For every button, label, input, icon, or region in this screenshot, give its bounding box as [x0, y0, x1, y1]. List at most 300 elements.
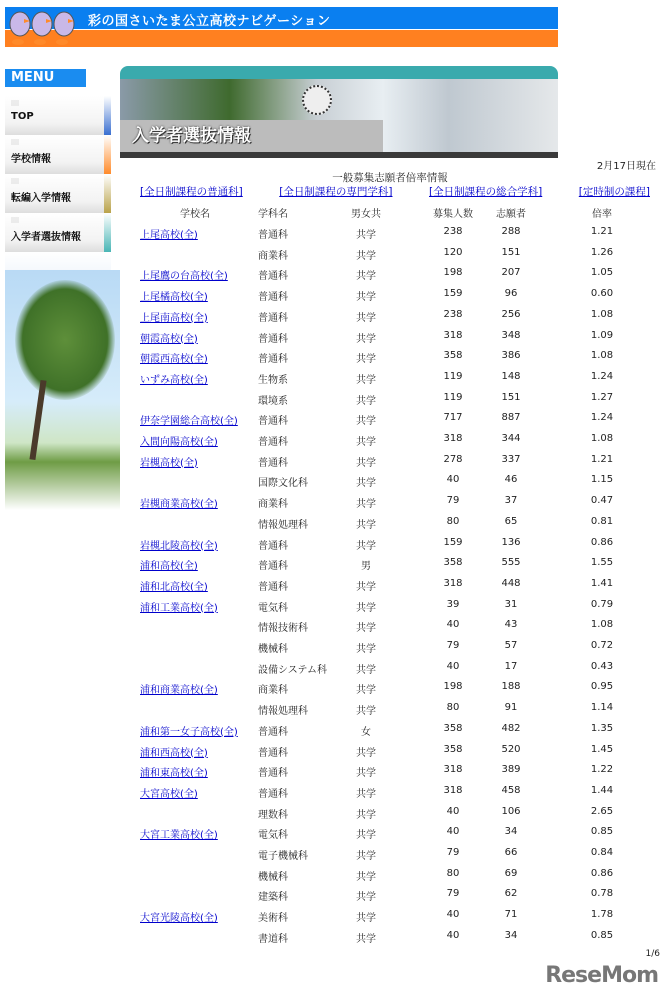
cell-applicants: 520 — [501, 743, 521, 755]
cell-department: 商業科 — [258, 250, 288, 262]
table-row — [140, 744, 640, 765]
dots-icon — [11, 139, 19, 145]
cell-school — [140, 681, 218, 696]
link-parttime[interactable]: [定時制の課程] — [578, 186, 650, 198]
table-row — [140, 681, 640, 702]
school-link[interactable]: 岩槻高校(全) — [140, 457, 198, 469]
cell-gender: 共学 — [356, 519, 376, 531]
col-gender: 男女共 — [351, 209, 381, 220]
page-number: 1/6 — [645, 949, 660, 959]
cell-applicants: 207 — [501, 267, 521, 279]
cell-ratio: 0.47 — [590, 495, 614, 507]
cell-applicants: 46 — [504, 474, 518, 486]
table-row — [140, 412, 640, 433]
cell-quota: 318 — [443, 329, 463, 341]
cell-department: 普通科 — [258, 437, 288, 448]
cell-gender: 共学 — [356, 250, 376, 262]
cell-ratio: 2.65 — [590, 805, 614, 817]
cell-quota: 40 — [446, 474, 460, 486]
table-row — [140, 495, 640, 516]
cell-applicants: 34 — [504, 826, 518, 838]
cell-ratio: 0.60 — [590, 288, 614, 300]
table-row — [140, 371, 640, 392]
cell-ratio: 0.95 — [590, 681, 614, 693]
col-applicants: 志願者 — [496, 209, 526, 220]
as-of-date: 2月17日現在 — [596, 161, 656, 172]
cell-quota: 120 — [443, 246, 463, 258]
cell-department: 普通科 — [258, 416, 288, 428]
col-department: 学科名 — [258, 209, 288, 220]
cell-school — [140, 454, 198, 469]
cell-department: 商業科 — [258, 685, 288, 697]
cell-applicants: 288 — [501, 226, 521, 237]
table-row — [140, 350, 640, 371]
cell-gender: 共学 — [356, 788, 376, 800]
cell-quota: 40 — [446, 660, 460, 672]
cell-department: 普通科 — [258, 333, 288, 345]
cell-gender: 共学 — [356, 933, 376, 945]
cell-department: 建築科 — [258, 892, 288, 904]
dots-icon — [11, 178, 19, 184]
cell-applicants: 344 — [501, 433, 521, 444]
cell-school — [140, 288, 208, 303]
cell-school — [140, 267, 228, 282]
cell-school — [140, 744, 208, 759]
cell-quota: 358 — [443, 350, 463, 362]
cell-applicants: 57 — [504, 640, 518, 651]
cell-applicants: 96 — [504, 288, 518, 300]
cell-department: 普通科 — [258, 581, 288, 593]
cell-department: 情報処理科 — [258, 519, 308, 531]
cell-gender: 共学 — [356, 437, 376, 448]
cell-gender: 共学 — [356, 230, 376, 241]
link-fulltime-general[interactable]: [全日制課程の普通科] — [140, 186, 243, 198]
cell-quota: 40 — [446, 929, 460, 941]
cell-ratio: 1.09 — [590, 329, 614, 341]
table-row — [140, 454, 640, 475]
cell-applicants: 337 — [501, 453, 521, 465]
cell-school — [140, 433, 218, 448]
table-row — [140, 930, 640, 951]
cell-applicants: 151 — [501, 391, 521, 403]
mascot-logo-icon — [6, 4, 82, 48]
cell-applicants: 148 — [501, 370, 521, 382]
cell-ratio: 0.86 — [590, 867, 614, 879]
dots-icon — [11, 100, 19, 106]
cell-department: 普通科 — [258, 292, 288, 304]
banner-bottom — [120, 152, 558, 158]
cell-school — [140, 785, 198, 800]
cell-school — [140, 764, 208, 779]
table-row — [140, 806, 640, 827]
cell-ratio: 1.24 — [590, 412, 614, 424]
cell-quota: 119 — [443, 370, 463, 382]
cell-gender: 共学 — [356, 768, 376, 780]
link-fulltime-integrated[interactable]: [全日制課程の総合学科] — [429, 186, 543, 198]
cell-applicants: 555 — [501, 557, 521, 569]
col-school: 学校名 — [180, 209, 210, 220]
cell-school — [140, 330, 198, 345]
cell-applicants: 34 — [504, 929, 518, 941]
cell-quota: 198 — [443, 681, 463, 693]
table-row — [140, 474, 640, 495]
cell-gender: 共学 — [356, 747, 376, 759]
cell-quota: 40 — [446, 826, 460, 838]
cell-ratio: 1.21 — [590, 226, 614, 237]
cell-ratio: 1.08 — [590, 350, 614, 362]
cell-ratio: 1.05 — [590, 267, 614, 279]
cell-gender: 共学 — [356, 871, 376, 883]
cell-quota: 79 — [446, 495, 460, 507]
table-row — [140, 433, 640, 454]
cell-department: 普通科 — [258, 312, 288, 324]
school-link[interactable]: 浦和北高校(全) — [140, 581, 208, 593]
dots-icon — [11, 217, 19, 223]
cell-quota: 358 — [443, 743, 463, 755]
cell-applicants: 106 — [501, 805, 521, 817]
accent-bar — [104, 135, 111, 174]
cell-department: 情報処理科 — [258, 706, 308, 718]
cell-quota: 159 — [443, 288, 463, 300]
cell-quota: 198 — [443, 267, 463, 279]
cell-applicants: 386 — [501, 350, 521, 362]
cell-ratio: 1.27 — [590, 391, 614, 403]
cell-department: 機械科 — [258, 871, 288, 883]
menu-label: MENU — [5, 69, 86, 87]
school-link[interactable]: 伊奈学園総合高校(全) — [140, 416, 238, 428]
sidebar-item-label: 入学者選抜情報 — [11, 232, 81, 243]
cell-ratio: 0.86 — [590, 536, 614, 548]
school-link[interactable]: 朝霞高校(全) — [140, 333, 198, 345]
cell-ratio: 0.72 — [590, 640, 614, 651]
tree-image — [5, 270, 120, 510]
accent-bar — [104, 174, 111, 213]
sidebar-item-label: 学校情報 — [11, 154, 51, 165]
table-row — [140, 516, 640, 537]
school-link[interactable]: 朝霞西高校(全) — [140, 354, 208, 366]
cell-ratio: 0.85 — [590, 929, 614, 941]
cell-ratio: 1.14 — [590, 702, 614, 714]
cell-quota: 318 — [443, 784, 463, 796]
cell-gender: 共学 — [356, 706, 376, 718]
table-row — [140, 557, 640, 578]
cell-applicants: 348 — [501, 329, 521, 341]
cell-quota: 238 — [443, 308, 463, 320]
table-row — [140, 267, 640, 288]
cell-ratio: 1.24 — [590, 370, 614, 382]
cell-quota: 79 — [446, 640, 460, 651]
cell-quota: 40 — [446, 619, 460, 631]
cell-school — [140, 537, 218, 552]
cell-quota: 318 — [443, 577, 463, 589]
school-link[interactable]: 浦和商業高校(全) — [140, 685, 218, 697]
watermark-logo: ReseMom — [545, 963, 658, 988]
cell-gender: 共学 — [356, 644, 376, 655]
table-row — [140, 309, 640, 330]
cell-gender: 共学 — [356, 457, 376, 469]
clock-icon — [302, 85, 332, 115]
cell-gender: 共学 — [356, 312, 376, 324]
cell-department: 書道科 — [258, 933, 288, 945]
banner-top — [120, 66, 558, 79]
cell-gender: 共学 — [356, 333, 376, 345]
tree-crown — [15, 280, 115, 400]
table-row — [140, 847, 640, 868]
cell-gender: 共学 — [356, 809, 376, 821]
cell-school — [140, 599, 218, 614]
table-row — [140, 247, 640, 268]
cell-ratio: 1.08 — [590, 308, 614, 320]
col-quota: 募集人数 — [433, 209, 473, 220]
cell-ratio: 1.55 — [590, 557, 614, 569]
cell-gender: 共学 — [356, 395, 376, 407]
table-row — [140, 702, 640, 723]
cell-quota: 318 — [443, 433, 463, 444]
cell-ratio: 1.41 — [590, 577, 614, 589]
cell-department: 普通科 — [258, 561, 288, 573]
table-row — [140, 909, 640, 930]
table-row — [140, 392, 640, 413]
school-link[interactable]: 上尾橘高校(全) — [140, 292, 208, 304]
cell-quota: 119 — [443, 391, 463, 403]
col-ratio: 倍率 — [592, 209, 612, 220]
cell-ratio: 1.22 — [590, 764, 614, 776]
cell-ratio: 1.78 — [590, 909, 614, 921]
cell-applicants: 188 — [501, 681, 521, 693]
cell-ratio: 0.78 — [590, 888, 614, 900]
cell-department: 普通科 — [258, 457, 288, 469]
cell-quota: 80 — [446, 702, 460, 714]
cell-department: 電気科 — [258, 602, 288, 614]
cell-department: 普通科 — [258, 768, 288, 780]
sidebar-item-admission-info[interactable] — [5, 213, 111, 252]
cell-applicants: 69 — [504, 867, 518, 879]
cell-quota: 278 — [443, 453, 463, 465]
cell-applicants: 43 — [504, 619, 518, 631]
cell-school — [140, 350, 208, 365]
site-title[interactable]: 彩の国さいたま公立高校ナビゲーション — [88, 14, 331, 29]
table-row — [140, 288, 640, 309]
school-link[interactable]: 上尾高校(全) — [140, 230, 198, 241]
banner-image — [120, 79, 558, 152]
page-banner — [120, 66, 558, 160]
accent-bar — [104, 96, 111, 135]
cell-applicants: 151 — [501, 246, 521, 258]
cell-applicants: 136 — [501, 536, 521, 548]
table-row — [140, 785, 640, 806]
cell-gender: 男 — [361, 561, 371, 573]
school-link[interactable]: いずみ高校(全) — [140, 374, 208, 386]
cell-quota: 358 — [443, 722, 463, 734]
cell-applicants: 17 — [504, 660, 518, 672]
cell-applicants: 91 — [504, 702, 518, 714]
school-link[interactable]: 浦和工業高校(全) — [140, 602, 218, 614]
cell-school — [140, 226, 198, 241]
school-link[interactable]: 浦和東高校(全) — [140, 768, 208, 780]
table-row — [140, 661, 640, 682]
cell-department: 普通科 — [258, 726, 288, 738]
table-row — [140, 226, 640, 247]
cell-quota: 39 — [446, 598, 460, 610]
cell-quota: 40 — [446, 909, 460, 921]
cell-applicants: 256 — [501, 308, 521, 320]
school-link[interactable]: 大宮工業高校(全) — [140, 830, 218, 842]
cell-school — [140, 557, 198, 572]
cell-quota: 717 — [443, 412, 463, 424]
cell-ratio: 1.08 — [590, 619, 614, 631]
header-stripe — [5, 30, 558, 47]
cell-applicants: 448 — [501, 577, 521, 589]
school-link[interactable]: 浦和高校(全) — [140, 561, 198, 573]
cell-gender: 共学 — [356, 271, 376, 283]
cell-gender: 共学 — [356, 602, 376, 614]
school-link[interactable]: 浦和西高校(全) — [140, 747, 208, 759]
cell-gender: 共学 — [356, 892, 376, 904]
cell-ratio: 0.43 — [590, 660, 614, 672]
cell-applicants: 66 — [504, 847, 518, 858]
cell-school — [140, 412, 238, 427]
cell-gender: 共学 — [356, 913, 376, 925]
cell-applicants: 887 — [501, 412, 521, 424]
cell-quota: 318 — [443, 764, 463, 776]
cell-school — [140, 723, 238, 738]
cell-applicants: 71 — [504, 909, 518, 921]
school-link[interactable]: 上尾南高校(全) — [140, 312, 208, 324]
cell-ratio: 1.35 — [590, 722, 614, 734]
cell-gender: 共学 — [356, 499, 376, 511]
school-link[interactable]: 上尾鷹の台高校(全) — [140, 271, 228, 283]
cell-quota: 80 — [446, 515, 460, 527]
cell-gender: 共学 — [356, 581, 376, 593]
school-link[interactable]: 大宮高校(全) — [140, 788, 198, 800]
cell-school — [140, 578, 208, 593]
page-title: 入学者選抜情報 — [132, 126, 251, 146]
cell-department: 機械科 — [258, 644, 288, 655]
cell-gender: 共学 — [356, 374, 376, 386]
cell-applicants: 389 — [501, 764, 521, 776]
cell-applicants: 37 — [504, 495, 518, 507]
table-row — [140, 640, 640, 661]
cell-gender: 共学 — [356, 354, 376, 366]
cell-gender: 共学 — [356, 540, 376, 552]
table-row — [140, 599, 640, 620]
cell-ratio: 1.15 — [590, 474, 614, 486]
cell-school — [140, 495, 218, 510]
cell-quota: 79 — [446, 888, 460, 900]
sidebar-item-label: 転編入学情報 — [11, 193, 71, 204]
cell-department: 電子機械科 — [258, 851, 308, 862]
cell-department: 国際文化科 — [258, 478, 308, 490]
cell-department: 設備システム科 — [258, 664, 327, 676]
cell-department: 普通科 — [258, 747, 288, 759]
cell-department: 普通科 — [258, 354, 288, 366]
cell-department: 普通科 — [258, 788, 288, 800]
sidebar-item-school-info[interactable] — [5, 135, 111, 174]
cell-school — [140, 371, 208, 386]
table-row — [140, 888, 640, 909]
cell-department: 商業科 — [258, 499, 288, 511]
cell-gender: 共学 — [356, 851, 376, 862]
cell-department: 環境系 — [258, 395, 288, 407]
cell-ratio: 1.44 — [590, 784, 614, 796]
cell-quota: 40 — [446, 805, 460, 817]
cell-applicants: 482 — [501, 722, 521, 734]
table-row — [140, 537, 640, 558]
cell-ratio: 0.85 — [590, 826, 614, 838]
cell-gender: 共学 — [356, 623, 376, 635]
cell-department: 美術科 — [258, 913, 288, 925]
school-link[interactable]: 浦和第一女子高校(全) — [140, 726, 238, 738]
cell-ratio: 1.26 — [590, 246, 614, 258]
table-row — [140, 578, 640, 599]
cell-department: 理数科 — [258, 809, 288, 821]
tree-trunk — [29, 380, 46, 460]
cell-ratio: 1.45 — [590, 743, 614, 755]
cell-department: 普通科 — [258, 540, 288, 552]
school-link[interactable]: 岩槻北陵高校(全) — [140, 540, 218, 552]
table-row — [140, 764, 640, 785]
accent-bar — [104, 213, 111, 252]
table-row — [140, 330, 640, 351]
cell-department: 情報技術科 — [258, 623, 308, 635]
cell-department: 普通科 — [258, 271, 288, 283]
table-header — [140, 205, 640, 226]
cell-quota: 79 — [446, 847, 460, 858]
table-row — [140, 619, 640, 640]
cell-applicants: 62 — [504, 888, 518, 900]
sidebar-item-transfer-info[interactable] — [5, 174, 111, 213]
cell-department: 普通科 — [258, 230, 288, 241]
cell-applicants: 31 — [504, 598, 518, 610]
table-row — [140, 868, 640, 889]
cell-ratio: 1.08 — [590, 433, 614, 444]
cell-ratio: 1.21 — [590, 453, 614, 465]
cell-school — [140, 309, 208, 324]
cell-quota: 159 — [443, 536, 463, 548]
cell-department: 生物系 — [258, 374, 288, 386]
cell-gender: 女 — [361, 726, 371, 738]
course-links — [140, 184, 650, 199]
link-fulltime-specialized[interactable]: [全日制課程の専門学科] — [279, 186, 393, 198]
school-link[interactable]: 岩槻商業高校(全) — [140, 499, 218, 511]
cell-gender: 共学 — [356, 830, 376, 842]
table-row — [140, 723, 640, 744]
school-link[interactable]: 大宮光陵高校(全) — [140, 913, 218, 925]
table-title: 一般募集志願者倍率情報 — [332, 172, 448, 184]
cell-quota: 80 — [446, 867, 460, 879]
sidebar-menu — [5, 96, 111, 282]
cell-ratio: 0.79 — [590, 598, 614, 610]
cell-ratio: 0.81 — [590, 515, 614, 527]
sidebar-item-top[interactable] — [5, 96, 111, 135]
cell-gender: 共学 — [356, 416, 376, 428]
cell-ratio: 0.84 — [590, 847, 614, 858]
cell-gender: 共学 — [356, 292, 376, 304]
cell-gender: 共学 — [356, 478, 376, 490]
cell-department: 電気科 — [258, 830, 288, 842]
cell-gender: 共学 — [356, 685, 376, 697]
sidebar-item-label: TOP — [11, 111, 34, 122]
cell-applicants: 458 — [501, 784, 521, 796]
cell-applicants: 65 — [504, 515, 518, 527]
cell-quota: 238 — [443, 226, 463, 237]
cell-school — [140, 826, 218, 841]
table-row — [140, 826, 640, 847]
cell-school — [140, 909, 218, 924]
school-link[interactable]: 入間向陽高校(全) — [140, 437, 218, 448]
cell-gender: 共学 — [356, 664, 376, 676]
cell-quota: 358 — [443, 557, 463, 569]
